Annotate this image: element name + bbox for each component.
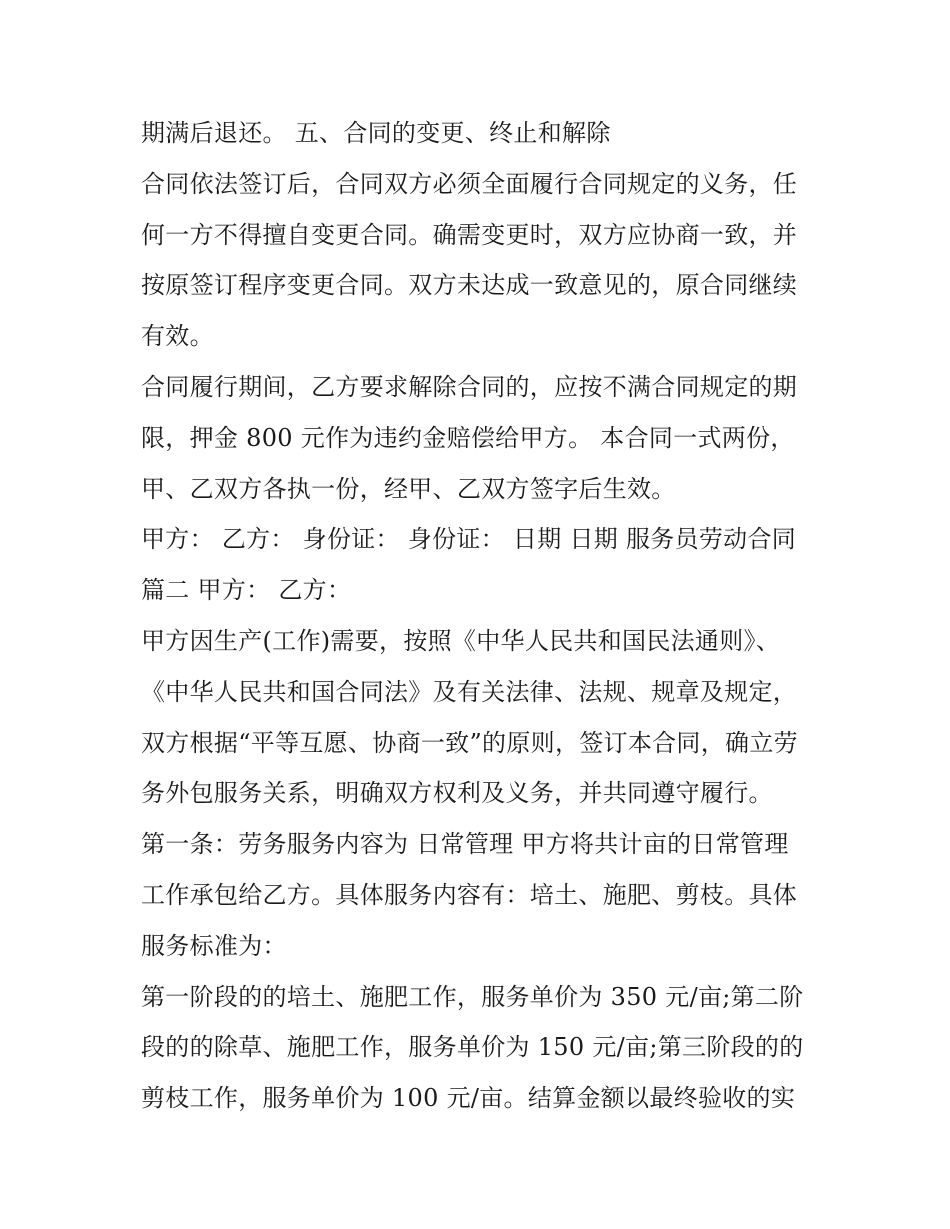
text-line: 第一阶段的的培土、施肥工作，服务单价为 350 元/亩;第二阶 — [141, 982, 804, 1011]
text-line: 务外包服务关系，明确双方权利及义务，并共同遵守履行。 — [141, 779, 773, 808]
text-line: 服务标准为： — [141, 931, 287, 960]
text-line: 工作承包给乙方。具体服务内容有：培土、施肥、剪枝。具体 — [141, 880, 798, 909]
text-line: 有效。 — [141, 322, 214, 351]
text-line: 第一条：劳务服务内容为 日常管理 甲方将共计亩的日常管理 — [141, 830, 789, 859]
text-line: 期满后退还。 五、合同的变更、终止和解除 — [141, 119, 611, 147]
text-line: 剪枝工作，服务单价为 100 元/亩。结算金额以最终验收的实 — [141, 1084, 796, 1113]
text-line: 甲、乙双方各执一份，经甲、乙双方签字后生效。 — [141, 474, 676, 503]
text-line: 何一方不得擅自变更合同。确需变更时，双方应协商一致，并 — [141, 220, 798, 249]
text-line: 段的的除草、施肥工作，服务单价为 150 元/亩;第三阶段的的 — [141, 1033, 804, 1062]
text-line: 甲方： 乙方： 身份证： 身份证： 日期 日期 服务员劳动合同 — [141, 525, 797, 554]
text-line: 篇二 甲方： 乙方： — [141, 576, 352, 605]
text-line: 《中华人民共和国合同法》及有关法律、法规、规章及规定， — [141, 677, 798, 706]
text-line: 双方根据“平等互愿、协商一致”的原则，签订本合同，确立劳 — [141, 728, 798, 757]
text-line: 甲方因生产(工作)需要，按照《中华人民共和国民法通则》、 — [141, 626, 781, 655]
document-body — [141, 108, 821, 1124]
text-line: 合同履行期间，乙方要求解除合同的，应按不满合同规定的期 — [141, 372, 798, 401]
text-line: 按原签订程序变更合同。双方未达成一致意见的，原合同继续 — [141, 271, 798, 300]
text-line: 合同依法签订后，合同双方必须全面履行合同规定的义务，任 — [141, 169, 798, 198]
text-line: 限，押金 800 元作为违约金赔偿给甲方。 本合同一式两份， — [141, 423, 795, 452]
